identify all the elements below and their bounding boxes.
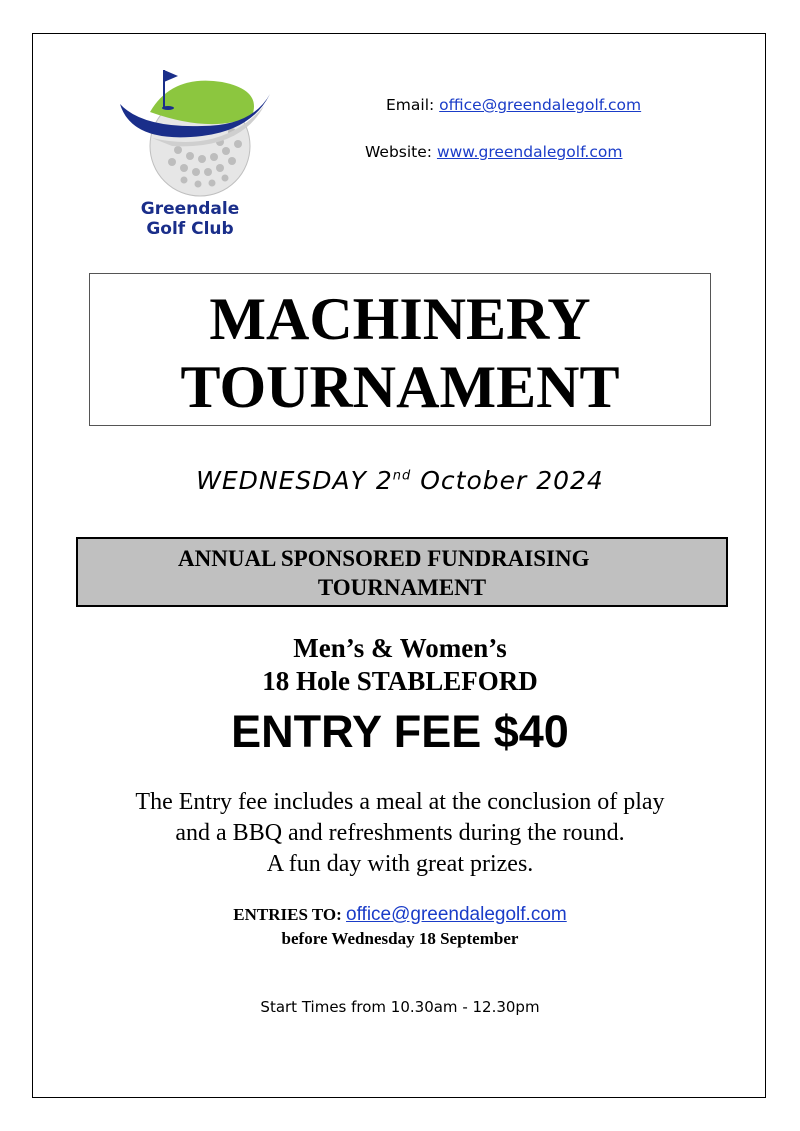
start-times: Start Times from 10.30am - 12.30pm bbox=[260, 998, 540, 1016]
entries-deadline: before Wednesday 18 September bbox=[281, 929, 519, 948]
date-day: WEDNESDAY 2 bbox=[196, 466, 393, 495]
description-line1: The Entry fee includes a meal at the conclusion of play bbox=[135, 789, 665, 815]
banner-line2: TOURNAMENT bbox=[317, 575, 487, 600]
description-line2: and a BBQ and refreshments during the round. bbox=[175, 820, 625, 846]
fundraising-banner bbox=[76, 537, 728, 607]
entry-fee: ENTRY FEE $40 bbox=[231, 706, 569, 757]
email-link[interactable]: office@greendalegolf.com bbox=[439, 96, 642, 114]
golf-ball-logo-icon bbox=[112, 64, 282, 204]
description bbox=[0, 787, 800, 880]
club-name bbox=[112, 199, 268, 239]
email-label: Email: bbox=[386, 96, 435, 114]
club-name-line2: Golf Club bbox=[146, 219, 234, 239]
date-rest: October 2024 bbox=[411, 466, 604, 495]
website-line bbox=[365, 143, 622, 161]
banner-line1: ANNUAL SPONSORED FUNDRAISING bbox=[178, 546, 590, 571]
email-line bbox=[386, 96, 641, 114]
club-name-line1: Greendale bbox=[140, 199, 240, 219]
website-link[interactable]: www.greendalegolf.com bbox=[436, 143, 623, 161]
title-line1: MACHINERY bbox=[209, 286, 591, 352]
date-suffix: nd bbox=[392, 468, 412, 484]
format-line2: 18 Hole STABLEFORD bbox=[262, 666, 538, 696]
event-date bbox=[0, 466, 800, 495]
format-heading bbox=[0, 632, 800, 698]
entries-row bbox=[0, 903, 800, 927]
format-line1: Men’s & Women’s bbox=[293, 633, 507, 663]
entries-label: ENTRIES TO: bbox=[233, 905, 347, 924]
entries-info bbox=[0, 903, 800, 951]
title-line2: TOURNAMENT bbox=[180, 354, 620, 420]
website-label: Website: bbox=[365, 143, 433, 161]
entries-email-link[interactable]: office@greendalegolf.com bbox=[346, 904, 567, 925]
description-line3: A fun day with great prizes. bbox=[266, 851, 534, 877]
tournament-title bbox=[89, 273, 711, 426]
